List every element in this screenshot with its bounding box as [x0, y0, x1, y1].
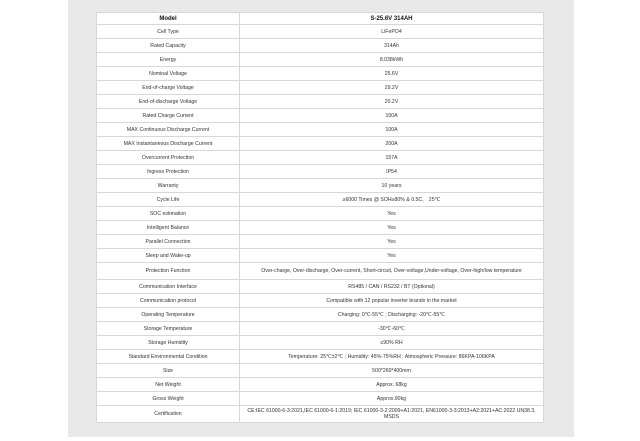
row-key: Communication protocol [97, 294, 240, 308]
row-value: LiFePO4 [240, 25, 544, 39]
row-key: Intelligent Balance [97, 221, 240, 235]
row-key: Rated Charge Current [97, 109, 240, 123]
table-row [97, 81, 544, 95]
row-key: Operating Temperature [97, 308, 240, 322]
table-row [97, 193, 544, 207]
table-row [97, 336, 544, 350]
row-value: Charging: 0℃-55℃ ; Discharging: -20℃-55℃ [240, 308, 544, 322]
row-key: Ingress Protection [97, 165, 240, 179]
table-row [97, 378, 544, 392]
row-value: Yes [240, 207, 544, 221]
row-value: RS485 / CAN / RS232 / BT (Optional) [240, 280, 544, 294]
table-row [97, 123, 544, 137]
row-key: End-of-charge Voltage [97, 81, 240, 95]
table-row [97, 25, 544, 39]
spec-table [96, 12, 544, 423]
table-row [97, 207, 544, 221]
table-row [97, 263, 544, 280]
row-key: MAX Continuous Discharge Current [97, 123, 240, 137]
row-key: Nominal Voltage [97, 67, 240, 81]
row-key: Rated Capacity [97, 39, 240, 53]
table-header-row [97, 13, 544, 25]
table-row [97, 249, 544, 263]
row-value: Yes [240, 235, 544, 249]
table-row [97, 179, 544, 193]
row-value: IP54 [240, 165, 544, 179]
row-key: Communication Interface [97, 280, 240, 294]
row-key: End-of-discharge Voltage [97, 95, 240, 109]
table-row [97, 67, 544, 81]
row-value: -30℃-60℃ [240, 322, 544, 336]
table-row [97, 364, 544, 378]
row-value: 8.038kWh [240, 53, 544, 67]
table-row [97, 235, 544, 249]
row-value: 25.6V [240, 67, 544, 81]
row-key: MAX Instantaneous Discharge Current [97, 137, 240, 151]
table-row [97, 221, 544, 235]
header-value-cell: S-25.6V 314AH [240, 13, 544, 25]
header-key-cell: Model [97, 13, 240, 25]
row-value: 314Ah [240, 39, 544, 53]
row-value: 29.2V [240, 81, 544, 95]
row-key: Storage Humidity [97, 336, 240, 350]
row-key: Net Weight [97, 378, 240, 392]
row-value: Compatible with 12 popular inverter brands in the market [240, 294, 544, 308]
row-value: 100A [240, 123, 544, 137]
row-value: Yes [240, 221, 544, 235]
table-row [97, 109, 544, 123]
table-row [97, 392, 544, 406]
row-key: Gross Weight [97, 392, 240, 406]
table-row [97, 294, 544, 308]
table-row [97, 165, 544, 179]
row-value: Over-charge, Over-discharge, Over-current, Short-circuit, Over-voltage,Under-voltage, Over-high/low temperature [240, 263, 544, 280]
row-value: ≥6000 Times @ SOH≥80% & 0.5C， 25℃ [240, 193, 544, 207]
row-value: Temperature: 25℃±2℃ ; Humidity: 45%-75%RH ; Atmospheric Pressure: 86KPA-106KPA [240, 350, 544, 364]
row-value: 500*260*400mm [240, 364, 544, 378]
table-row [97, 39, 544, 53]
row-value: 157A [240, 151, 544, 165]
row-value: 200A [240, 137, 544, 151]
row-value: Approx.90kg [240, 392, 544, 406]
table-row [97, 53, 544, 67]
table-row [97, 406, 544, 423]
table-row [97, 280, 544, 294]
table-row [97, 322, 544, 336]
table-row [97, 151, 544, 165]
row-key: Sleep and Wake-up [97, 249, 240, 263]
row-value: 100A [240, 109, 544, 123]
row-value: CE:IEC 61000-6-3:2021,IEC 61000-6-1:2019; IEC 61000-3-2:2009+A1:2021, EN61000-3-3:2013+A2:2021+AC:2022 UN38.3, MSDS [240, 406, 544, 423]
row-value: Approx. 68kg [240, 378, 544, 392]
row-value: Yes [240, 249, 544, 263]
row-key: Standard Environmental Condition [97, 350, 240, 364]
row-key: Energy [97, 53, 240, 67]
table-row [97, 137, 544, 151]
row-key: Certification [97, 406, 240, 423]
row-value: ≤90% RH [240, 336, 544, 350]
table-row [97, 350, 544, 364]
row-key: Size [97, 364, 240, 378]
row-key: Protection Function [97, 263, 240, 280]
row-key: Overcurrent Protection [97, 151, 240, 165]
row-key: Warranty [97, 179, 240, 193]
table-row [97, 95, 544, 109]
table-row [97, 308, 544, 322]
row-key: Parallel Connection [97, 235, 240, 249]
row-value: 20.2V [240, 95, 544, 109]
row-key: Cycle Life [97, 193, 240, 207]
row-value: 10 years [240, 179, 544, 193]
row-key: Cell Type [97, 25, 240, 39]
row-key: SOC estimation [97, 207, 240, 221]
row-key: Storage Temperature [97, 322, 240, 336]
